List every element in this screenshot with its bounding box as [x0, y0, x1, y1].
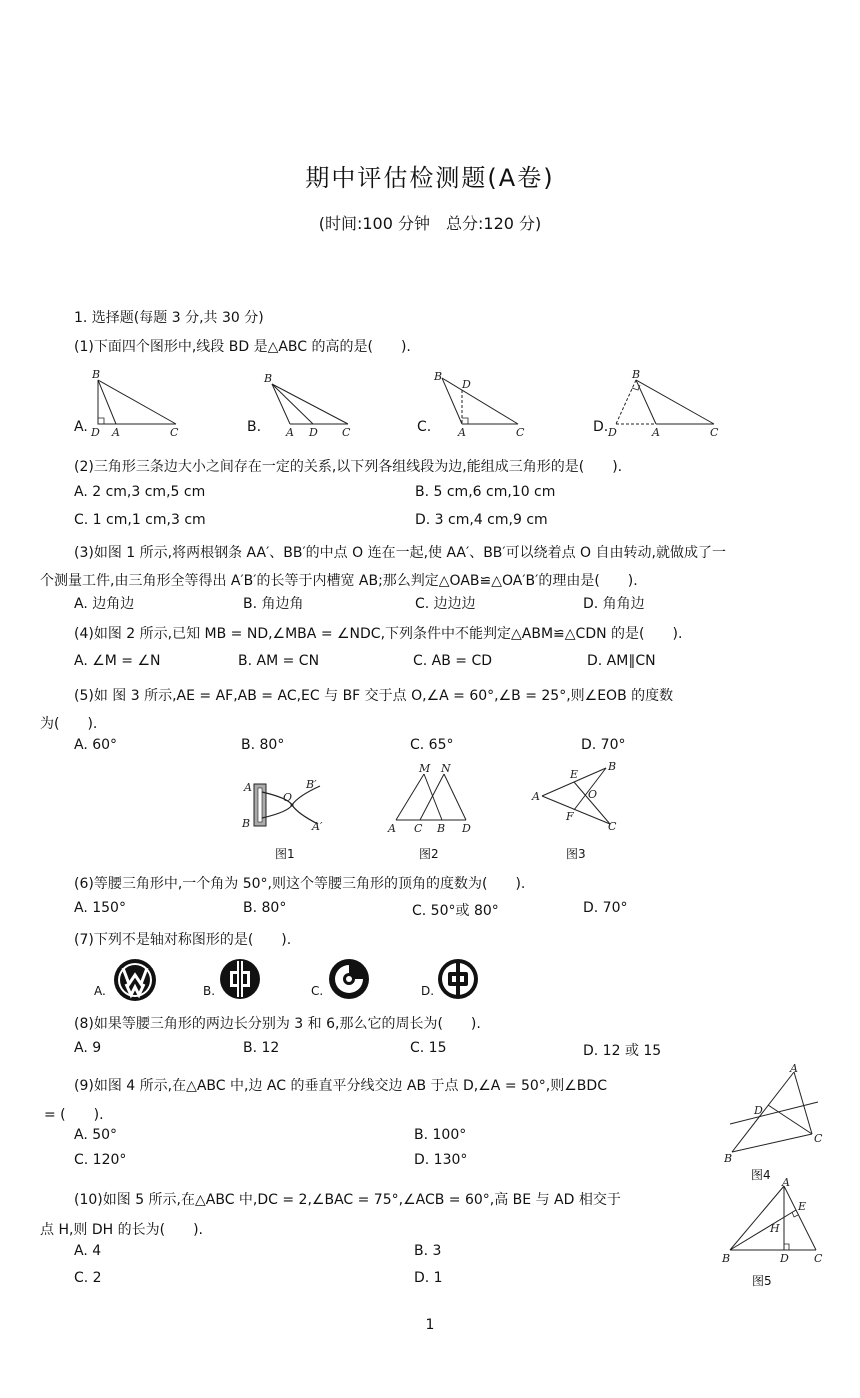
svg-text:A: A	[532, 790, 540, 803]
q5-option-b: B. 80°	[241, 737, 285, 753]
svg-text:F: F	[566, 810, 574, 823]
q10-option-a: A. 4	[74, 1243, 102, 1259]
swirl-logo-c-icon	[327, 957, 371, 1001]
q1-stem: (1)下面四个图形中,线段 BD 是△ABC 的高的是( ).	[74, 339, 411, 355]
figure-2-caption: 图2	[419, 847, 439, 861]
q5-option-d: D. 70°	[581, 737, 626, 753]
q1-figure-d	[604, 366, 724, 438]
svg-text:B: B	[434, 370, 443, 383]
q1-figure-b	[258, 366, 358, 438]
q1-option-a: A.	[74, 419, 88, 435]
q9-stem-line2: = ( ).	[44, 1107, 104, 1123]
svg-text:N: N	[441, 762, 451, 775]
q8-option-d: D. 12 或 15	[583, 1043, 662, 1059]
q9-stem-line1: (9)如图 4 所示,在△ABC 中,边 AC 的垂直平分线交边 AB 于点 D,∠A = 50°,则∠BDC	[74, 1078, 607, 1094]
svg-text:C: C	[608, 820, 617, 833]
svg-text:B: B	[724, 1152, 733, 1165]
q3-option-c: C. 边边边	[415, 596, 476, 612]
q6-option-c: C. 50°或 80°	[412, 903, 499, 919]
q3-option-d: D. 角角边	[583, 596, 645, 612]
svg-text:C: C	[710, 426, 719, 438]
figure-5	[718, 1176, 828, 1270]
svg-text:A: A	[458, 426, 466, 438]
svg-text:B: B	[632, 368, 641, 381]
q2-stem: (2)三角形三条边大小之间存在一定的关系,以下列各组线段为边,能组成三角形的是( ).	[74, 459, 623, 475]
svg-text:A: A	[244, 781, 252, 794]
page-subtitle: (时间:100 分钟 总分:120 分)	[318, 214, 542, 233]
q1-option-b: B.	[247, 419, 262, 435]
bank-of-china-logo-d-icon	[436, 957, 480, 1001]
svg-text:C: C	[342, 426, 351, 438]
svg-text:C: C	[516, 426, 525, 438]
bank-logo-b-icon	[218, 957, 262, 1001]
q7-option-a: A.	[94, 984, 106, 998]
svg-text:C: C	[170, 426, 179, 438]
q9-option-b: B. 100°	[414, 1127, 467, 1143]
q4-option-c: C. AB = CD	[413, 653, 493, 669]
svg-text:A: A	[782, 1176, 790, 1189]
svg-text:A: A	[790, 1062, 798, 1075]
figure-4-caption: 图4	[751, 1168, 771, 1182]
q10-option-b: B. 3	[414, 1243, 442, 1259]
q7-option-d: D.	[421, 984, 435, 998]
svg-text:D: D	[754, 1104, 763, 1117]
figure-3	[528, 758, 628, 834]
svg-text:D: D	[608, 426, 617, 438]
svg-text:H: H	[770, 1222, 780, 1235]
q8-option-c: C. 15	[410, 1040, 447, 1056]
svg-text:D: D	[780, 1252, 789, 1265]
figure-2	[384, 762, 474, 834]
q7-option-c: C.	[311, 984, 324, 998]
svg-text:B: B	[92, 368, 101, 381]
svg-text:O: O	[588, 788, 598, 801]
q8-stem: (8)如果等腰三角形的两边长分别为 3 和 6,那么它的周长为( ).	[74, 1016, 481, 1032]
q8-option-b: B. 12	[243, 1040, 280, 1056]
q6-option-b: B. 80°	[243, 900, 287, 916]
figure-4	[718, 1062, 828, 1166]
q2-option-c: C. 1 cm,1 cm,3 cm	[74, 512, 206, 528]
q2-option-b: B. 5 cm,6 cm,10 cm	[415, 484, 556, 500]
q2-option-a: A. 2 cm,3 cm,5 cm	[74, 484, 206, 500]
q1-option-d: D.	[593, 419, 609, 435]
svg-text:M: M	[419, 762, 431, 775]
q9-option-c: C. 120°	[74, 1152, 127, 1168]
svg-text:B′: B′	[306, 778, 317, 791]
q5-stem-line2: 为( ).	[40, 716, 98, 732]
svg-text:A: A	[112, 426, 120, 438]
svg-text:A: A	[388, 822, 396, 834]
q9-option-a: A. 50°	[74, 1127, 118, 1143]
q3-option-b: B. 角边角	[243, 596, 304, 612]
svg-text:B: B	[608, 760, 617, 773]
figure-5-caption: 图5	[752, 1274, 772, 1288]
q10-option-c: C. 2	[74, 1270, 102, 1286]
svg-text:B: B	[264, 372, 273, 385]
q9-option-d: D. 130°	[414, 1152, 468, 1168]
page-number: 1	[425, 1317, 435, 1333]
q4-option-a: A. ∠M = ∠N	[74, 653, 161, 669]
svg-text:B: B	[242, 817, 251, 830]
q5-option-a: A. 60°	[74, 737, 118, 753]
svg-text:D: D	[91, 426, 100, 438]
q6-option-a: A. 150°	[74, 900, 126, 916]
svg-text:E: E	[798, 1200, 807, 1213]
q4-stem: (4)如图 2 所示,已知 MB = ND,∠MBA = ∠NDC,下列条件中不能判定△ABM≌△CDN 的是( ).	[74, 626, 683, 642]
figure-3-caption: 图3	[566, 847, 586, 861]
svg-text:B: B	[722, 1252, 731, 1265]
vw-logo-icon	[112, 957, 158, 1003]
svg-text:B: B	[437, 822, 446, 834]
svg-text:C: C	[814, 1252, 823, 1265]
q5-stem-line1: (5)如 图 3 所示,AE = AF,AB = AC,EC 与 BF 交于点 O,∠A = 60°,∠B = 25°,则∠EOB 的度数	[74, 688, 674, 704]
svg-text:C: C	[814, 1132, 823, 1145]
q3-stem-line2: 个测量工件,由三角形全等得出 A′B′的长等于内槽宽 AB;那么判定△OAB≌△OA′B′的理由是( ).	[40, 573, 638, 589]
q3-stem-line1: (3)如图 1 所示,将两根钢条 AA′、BB′的中点 O 连在一起,使 AA′、BB′可以绕着点 O 自由转动,就做成了一	[74, 545, 726, 561]
q10-stem-line2: 点 H,则 DH 的长为( ).	[40, 1222, 204, 1238]
section-heading: 1. 选择题(每题 3 分,共 30 分)	[74, 310, 264, 326]
q7-option-b: B.	[203, 984, 216, 998]
q7-stem: (7)下列不是轴对称图形的是( ).	[74, 932, 292, 948]
q4-option-b: B. AM = CN	[238, 653, 320, 669]
svg-text:A: A	[286, 426, 294, 438]
q8-option-a: A. 9	[74, 1040, 102, 1056]
svg-text:E: E	[570, 768, 579, 781]
figure-1	[240, 774, 340, 834]
q1-figure-c	[428, 366, 528, 438]
q3-option-a: A. 边角边	[74, 596, 135, 612]
q6-option-d: D. 70°	[583, 900, 628, 916]
q6-stem: (6)等腰三角形中,一个角为 50°,则这个等腰三角形的顶角的度数为( ).	[74, 876, 526, 892]
q1-option-c: C.	[417, 419, 432, 435]
q10-option-d: D. 1	[414, 1270, 443, 1286]
svg-text:A′: A′	[312, 820, 323, 833]
figure-1-caption: 图1	[275, 847, 295, 861]
q10-stem-line1: (10)如图 5 所示,在△ABC 中,DC = 2,∠BAC = 75°,∠ACB = 60°,高 BE 与 AD 相交于	[74, 1192, 621, 1208]
q5-option-c: C. 65°	[410, 737, 454, 753]
q1-figure-a	[86, 366, 186, 438]
page-title: 期中评估检测题(A卷)	[305, 164, 555, 192]
svg-text:D: D	[462, 378, 471, 391]
svg-text:D: D	[309, 426, 318, 438]
q2-option-d: D. 3 cm,4 cm,9 cm	[415, 512, 548, 528]
svg-text:D: D	[462, 822, 471, 834]
svg-text:A: A	[652, 426, 660, 438]
svg-text:C: C	[414, 822, 423, 834]
q4-option-d: D. AM∥CN	[587, 653, 656, 669]
svg-text:O: O	[283, 791, 293, 804]
